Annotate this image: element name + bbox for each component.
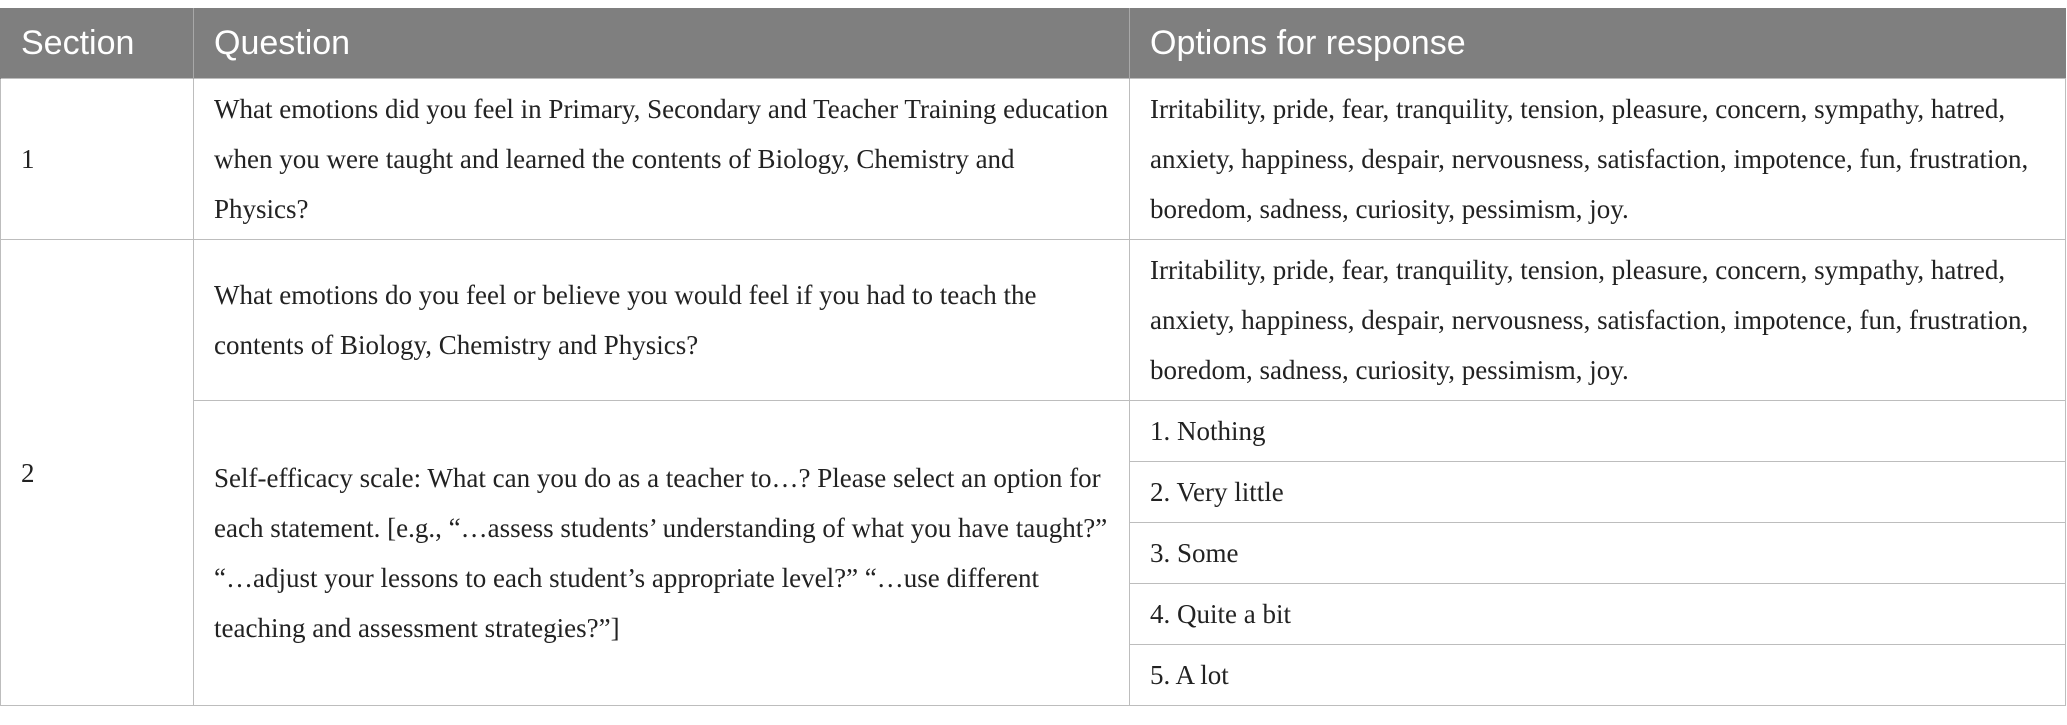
- section-cell: 2: [1, 240, 194, 706]
- header-section: Section: [1, 8, 194, 79]
- header-row: [1, 8, 2066, 79]
- question-cell: Self-efficacy scale: What can you do as a teacher to…? Please select an option for each statement. [e.g., “…assess students’ understanding of what you have taught?” “…adjust your lessons to each student’s appropriate level?” “…use different teaching and assessment strategies?”]: [194, 401, 1130, 706]
- options-cell: Irritability, pride, fear, tranquility, tension, pleasure, concern, sympathy, hatred, anxiety, happiness, despair, nervousness, satisfaction, impotence, fun, frustration, boredom, sadness, curiosity, pessimism, joy.: [1130, 240, 2066, 401]
- table-row: [1, 401, 2066, 462]
- table-row: [1, 79, 2066, 240]
- table-row: [1, 240, 2066, 401]
- question-cell: What emotions do you feel or believe you would feel if you had to teach the contents of Biology, Chemistry and Physics?: [194, 240, 1130, 401]
- scale-option-cell: 4. Quite a bit: [1130, 584, 2066, 645]
- questionnaire-table: [0, 8, 2066, 706]
- header-question: Question: [194, 8, 1130, 79]
- header-options: Options for response: [1130, 8, 2066, 79]
- section-cell: 1: [1, 79, 194, 240]
- scale-option-cell: 1. Nothing: [1130, 401, 2066, 462]
- scale-option-cell: 2. Very little: [1130, 462, 2066, 523]
- options-cell: Irritability, pride, fear, tranquility, tension, pleasure, concern, sympathy, hatred, anxiety, happiness, despair, nervousness, satisfaction, impotence, fun, frustration, boredom, sadness, curiosity, pessimism, joy.: [1130, 79, 2066, 240]
- scale-option-cell: 5. A lot: [1130, 645, 2066, 706]
- question-cell: What emotions did you feel in Primary, Secondary and Teacher Training education when you were taught and learned the contents of Biology, Chemistry and Physics?: [194, 79, 1130, 240]
- scale-option-cell: 3. Some: [1130, 523, 2066, 584]
